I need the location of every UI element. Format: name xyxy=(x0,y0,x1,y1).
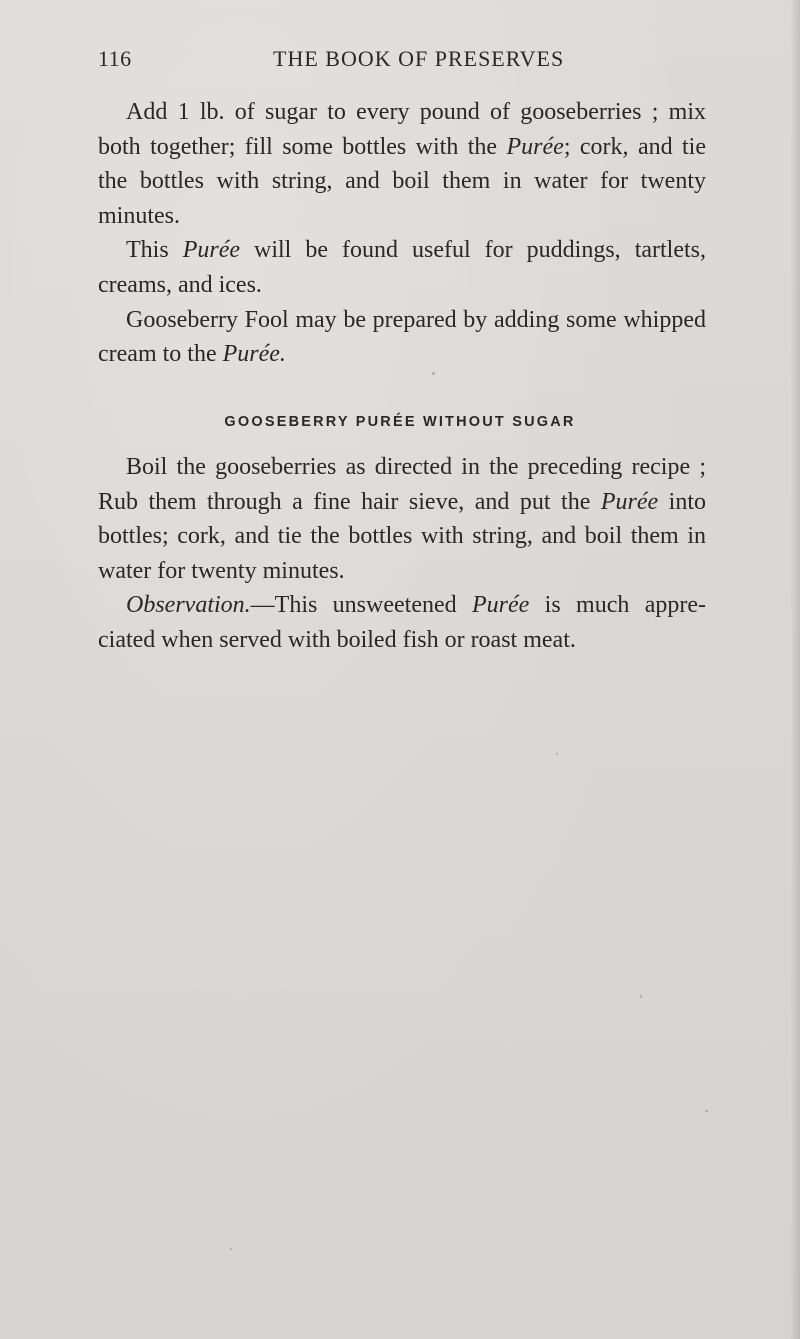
paper-speck xyxy=(230,1248,232,1250)
paper-speck xyxy=(432,372,435,375)
paper-speck xyxy=(640,995,642,998)
paper-speck xyxy=(556,753,558,755)
page-number: 116 xyxy=(98,46,132,71)
recipe-continuation xyxy=(98,95,706,372)
paragraph-1: Add 1 lb. of sugar to every pound of gooseberries ; mix both together; fill some bottles with the Purée; cork, and tie the bottles with string, and boil them in water for twenty minutes. xyxy=(98,99,707,229)
running-head: THE BOOK OF PRESERVES xyxy=(273,46,565,71)
paragraph-2: This Purée will be found useful for puddings, tartlets, creams, and ices. xyxy=(98,237,707,298)
section-heading: GOOSEBERRY PURÉE WITHOUT SUGAR xyxy=(224,414,576,430)
page-edge-shadow xyxy=(790,0,800,1339)
paragraph-3: Gooseberry Fool may be prepared by adding some whipped cream to the Purée. xyxy=(98,306,706,368)
paragraph-5: Observation.—This unsweetened Purée is much appreciated when served with boiled fish or roast meat. xyxy=(98,592,707,653)
recipe-body xyxy=(98,450,706,658)
paper-speck xyxy=(705,1110,708,1112)
paragraph-4: Boil the gooseberries as directed in the preceding recipe ; Rub them through a fine hair sieve, and put the Purée into bottles; cork, and tie the bottles with string, and boil them in water for twenty minutes. xyxy=(98,454,707,584)
page-header xyxy=(98,46,706,76)
